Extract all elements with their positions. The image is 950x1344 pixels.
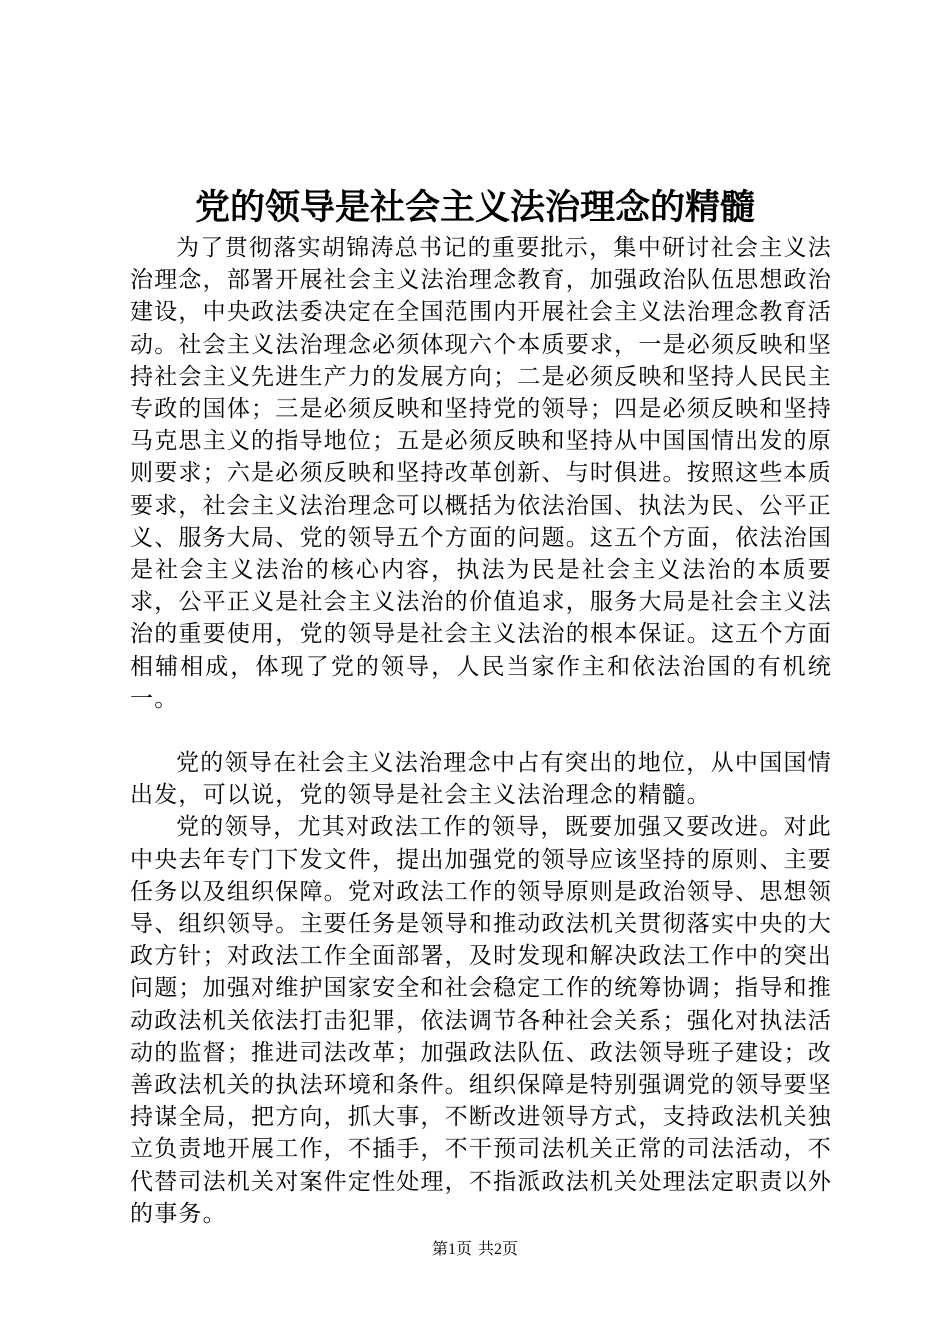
page-footer	[0, 1240, 950, 1260]
document-body	[130, 232, 832, 1230]
page-number-total: 共2页	[478, 1241, 519, 1258]
document-title: 党的领导是社会主义法治理念的精髓	[194, 187, 755, 228]
page-number-current: 第1页	[431, 1241, 472, 1258]
paragraph-1: 为了贯彻落实胡锦涛总书记的重要批示，集中研讨社会主义法治理念，部署开展社会主义法治理念教育，加强政治队伍思想政治建设，中央政法委决定在全国范围内开展社会主义法治理念教育活动。社会主义法治理念必须体现六个本质要求，一是必须反映和坚持社会主义先进生产力的发展方向；二是必须反映和坚持人民民主专政的国体；三是必须反映和坚持党的领导；四是必须反映和坚持马克思主义的指导地位；五是必须反映和坚持从中国国情出发的原则要求；六是必须反映和坚持改革创新、与时俱进。按照这些本质要求，社会主义法治理念可以概括为依法治国、执法为民、公平正义、服务大局、党的领导五个方面的问题。这五个方面，依法治国是社会主义法治的核心内容，执法为民是社会主义法治的本质要求，公平正义是社会主义法治的价值追求，服务大局是社会主义法治的重要使用，党的领导是社会主义法治的根本保证。这五个方面相辅相成，体现了党的领导，人民当家作主和依法治国的有机统一。	[130, 235, 832, 712]
paragraph-2: 党的领导在社会主义法治理念中占有突出的地位，从中国国情出发，可以说，党的领导是社会主义法治理念的精髓。	[130, 750, 832, 809]
paragraph-3: 党的领导，尤其对政法工作的领导，既要加强又要改进。对此中央去年专门下发文件，提出加强党的领导应该坚持的原则、主要任务以及组织保障。党对政法工作的领导原则是政治领导、思想领导、组织领导。主要任务是领导和推动政法机关贯彻落实中央的大政方针；对政法工作全面部署，及时发现和解决政法工作中的突出问题；加强对维护国家安全和社会稳定工作的统筹协调；指导和推动政法机关依法打击犯罪，依法调节各种社会关系；强化对执法活动的监督；推进司法改革；加强政法队伍、政法领导班子建设；改善政法机关的执法环境和条件。组织保障是特别强调党的领导要坚持谋全局，把方向，抓大事，不断改进领导方式，支持政法机关独立负责地开展工作，不插手，不干预司法机关正常的司法活动，不代替司法机关对案件定性处理，不指派政法机关处理法定职责以外的事务。	[130, 814, 832, 1227]
